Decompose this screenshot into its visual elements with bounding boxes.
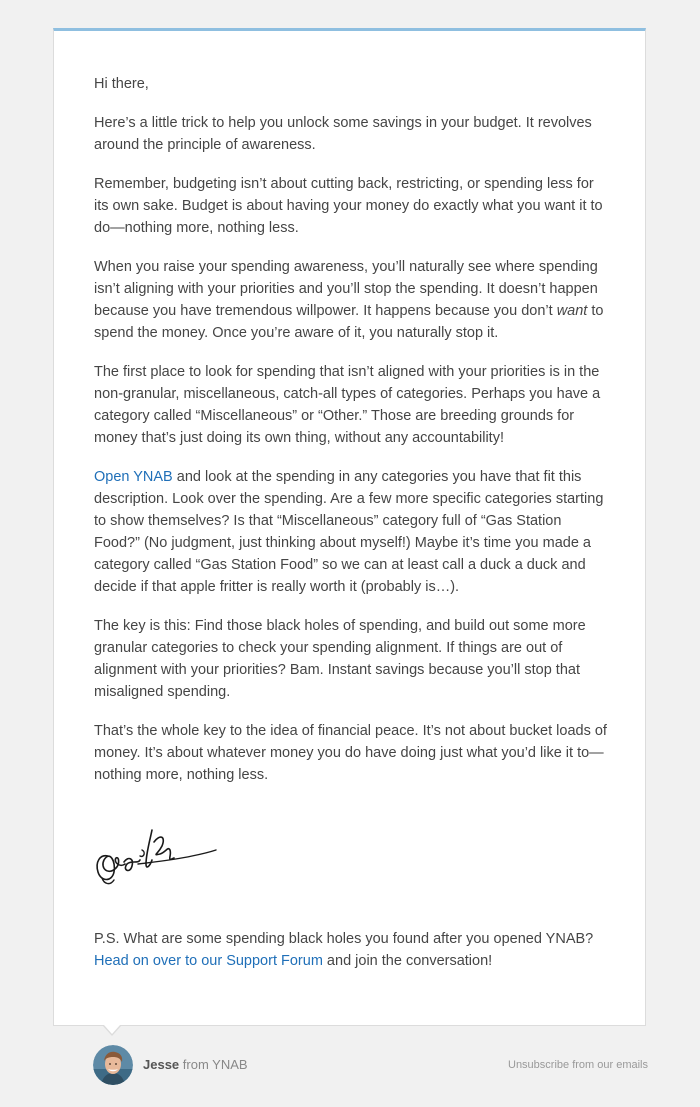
paragraph-open-ynab-text: and look at the spending in any categories you have that fit this description. Look over the spending. Are a few more specific categories starting to show themselves? Is that “Miscellaneous” category full of “Gas Station Food?” (No judgment, just thinking about myself!) Maybe it’s time you made a category called “Gas Station Food” so we can at least call a duck a duck and decide if that apple fritter is really worth it (probably is…). bbox=[94, 469, 604, 595]
email-footer bbox=[93, 1045, 648, 1085]
paragraph-budgeting: Remember, budgeting isn’t about cutting back, restricting, or spending less for its own sake. Budget is about having your money do exactly what you want it to do—nothing more, nothing less. bbox=[94, 176, 603, 236]
paragraph-key: The key is this: Find those black holes of spending, and build out some more granular categories to check your spending alignment. If things are out of alignment with your priorities? Bam. Instant savings because you’ll stop that misaligned spending. bbox=[94, 618, 586, 700]
paragraph-categories: The first place to look for spending that isn’t aligned with your priorities is in the non-granular, miscellaneous, catch-all types of categories. Perhaps you have a category called “Miscellaneous” or “Other.” Those are breeding grounds for money that’s just doing its own thing, without any accountability! bbox=[94, 364, 601, 446]
sender-line bbox=[143, 1057, 248, 1072]
unsubscribe-link[interactable]: Unsubscribe from our emails bbox=[508, 1059, 648, 1071]
avatar-portrait bbox=[93, 1045, 133, 1085]
open-ynab-link[interactable]: Open YNAB bbox=[94, 469, 173, 485]
email-body bbox=[94, 73, 609, 989]
postscript-text-a: P.S. What are some spending black holes you found after you opened YNAB? bbox=[94, 931, 594, 947]
card-caret bbox=[104, 1025, 120, 1034]
signature-image bbox=[94, 820, 219, 888]
sender-avatar bbox=[93, 1045, 133, 1085]
postscript bbox=[94, 928, 609, 972]
sender-name: Jesse bbox=[143, 1057, 180, 1072]
emphasis-want: want bbox=[556, 303, 588, 319]
paragraph-financial-peace: That’s the whole key to the idea of financial peace. It’s not about bucket loads of money. It’s about whatever money you do have doing just what you’d like it to—nothing more, nothing less. bbox=[94, 723, 607, 783]
support-forum-link[interactable]: Head on over to our Support Forum bbox=[94, 953, 323, 969]
email-card bbox=[53, 28, 646, 1026]
paragraph-awareness bbox=[94, 256, 609, 344]
sender-company: from YNAB bbox=[179, 1057, 248, 1072]
postscript-text-b: and join the conversation! bbox=[322, 953, 493, 969]
greeting: Hi there, bbox=[94, 76, 149, 92]
paragraph-open-ynab bbox=[94, 466, 609, 598]
paragraph-awareness-text-a: When you raise your spending awareness, you’ll naturally see where spending isn’t aligning with your priorities and you’ll stop the spending. It doesn’t happen because you have tremendous willpower. It happens because you don’t bbox=[94, 259, 598, 319]
paragraph-awareness-text-b: to spend the money. Once you’re aware of it, you naturally stop it. bbox=[94, 303, 604, 341]
paragraph-intro: Here’s a little trick to help you unlock some savings in your budget. It revolves around the principle of awareness. bbox=[94, 115, 592, 153]
